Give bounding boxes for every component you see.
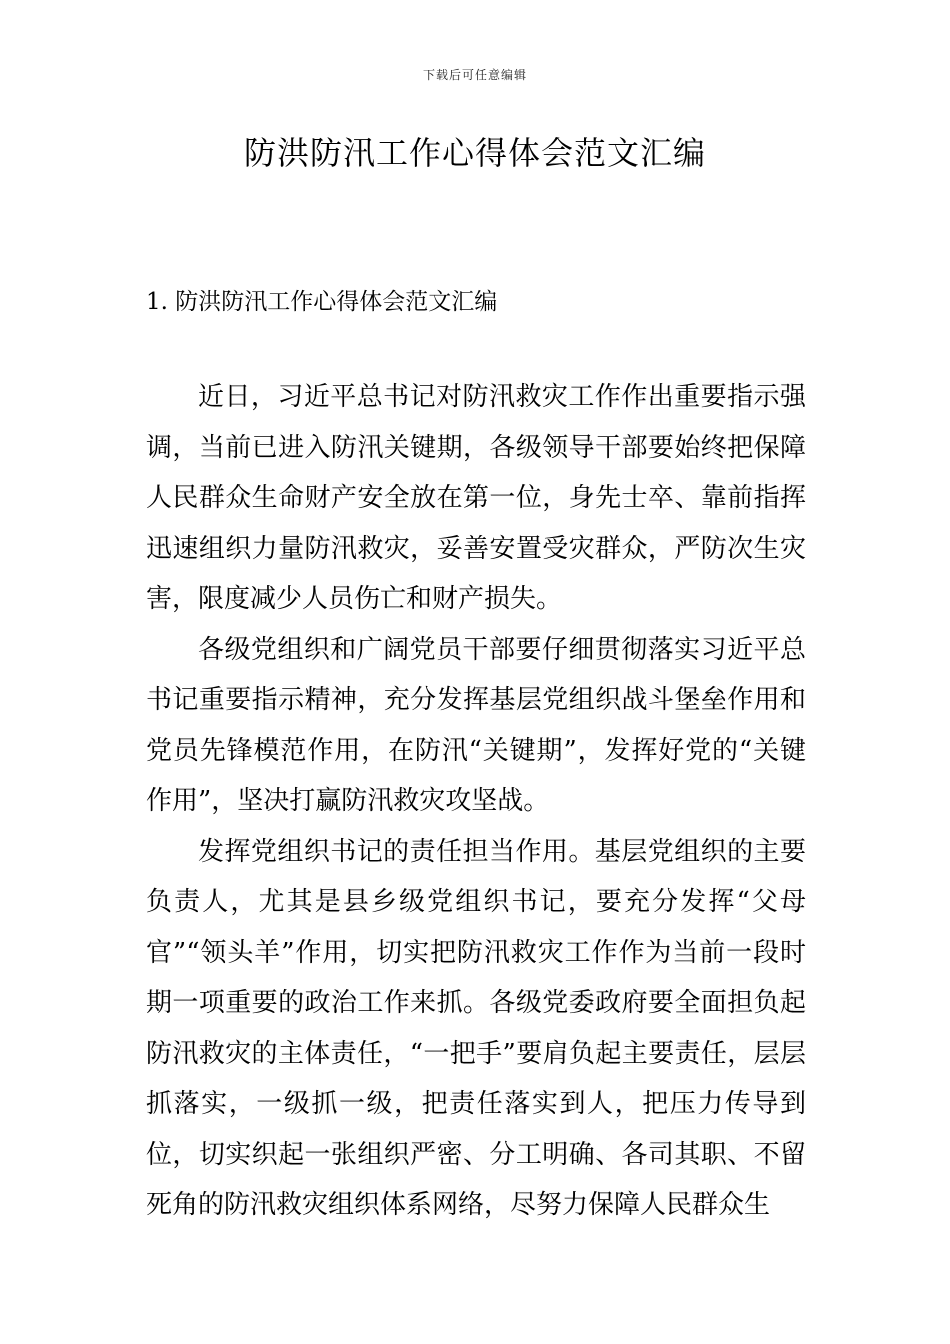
header-note: 下载后可任意编辑 (422, 68, 527, 82)
section-heading: 1. 防洪防汛工作心得体会范文汇编 (146, 289, 498, 315)
paragraph-3: 发挥党组织书记的责任担当作用。基层党组织的主要负责人，尤其是县乡级党组织书记，要充分发挥“父母官”“领头羊”作用，切实把防汛救灾工作作为当前一段时期一项重要的政治工作来抓。各级党委政府要全面担负起防汛救灾的主体责任，“一把手”要肩负起主要责任，层层抓落实，一级抓一级，把责任落实到人，把压力传导到位，切实织起一张组织严密、分工明确、各司其职、不留死角的防汛救灾组织体系网络，尽努力保障人民群众生 (146, 836, 806, 1220)
paragraph-1: 近日，习近平总书记对防汛救灾工作作出重要指示强调，当前已进入防汛关键期，各级领导干部要始终把保障人民群众生命财产安全放在第一位，身先士卒、靠前指挥迅速组织力量防汛救灾，妥善安置受灾群众，严防次生灾害，限度减少人员伤亡和财产损失。 (146, 382, 806, 614)
document-body (146, 372, 806, 1231)
document-title: 防洪防汛工作心得体会范文汇编 (243, 134, 706, 172)
paragraph-2: 各级党组织和广阔党员干部要仔细贯彻落实习近平总书记重要指示精神，充分发挥基层党组织战斗堡垒作用和党员先锋模范作用，在防汛“关键期”，发挥好党的“关键作用”，坚决打赢防汛救灾攻坚战。 (146, 634, 806, 816)
